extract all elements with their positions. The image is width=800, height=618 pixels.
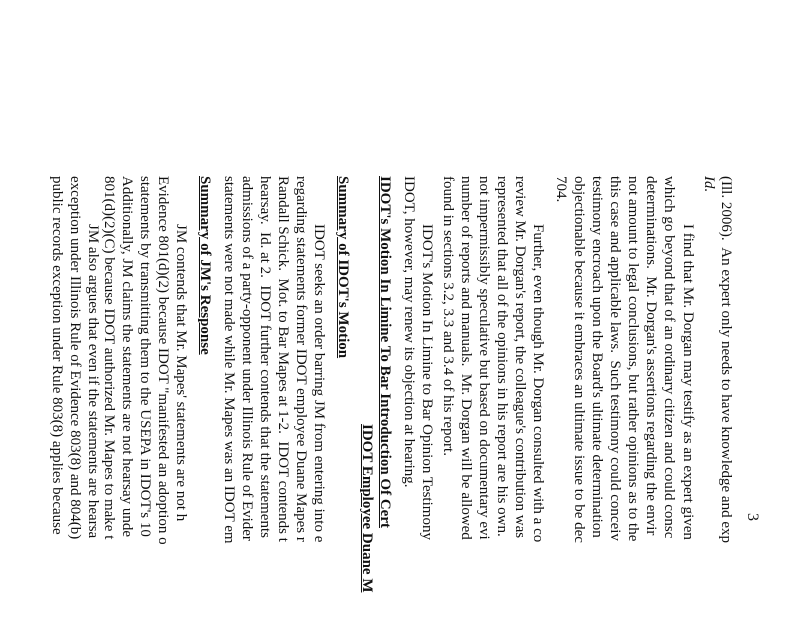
text-line: Randall Schick. Mot. to Bar Mapes at 1-2. IDOT contends t [275,176,291,542]
text-line: Additionally, JM claims the statements are not hearsay unde [119,176,135,538]
text-line: Evidence 801(d)(2) because IDOT "manifested an adoption o [155,176,171,545]
text-line: JM contends that Mr. Mapes' statements are not h [173,224,189,522]
text-line: IDOT's Motion In Limine to Bar Opinion Testimony [419,224,435,540]
text-line: determinations. Mr. Dorgan's assertions regarding the envir [643,176,659,536]
text-line: which go beyond that of an ordinary citizen and could consc [661,176,677,539]
text-line: admissions of a party-opponent under Illinois Rule of Evider [239,176,255,541]
text-line: not impermissibly speculative but based on documentary evi [476,176,492,540]
section-heading: IDOT Employee Duane M [359,424,375,593]
text-line: represented that all of the opinions in his report are his own. [494,176,510,537]
page-number: 3 [744,513,761,521]
subsection-heading: Summary of IDOT's Motion [335,176,351,359]
text-line: Id. [701,176,717,193]
text-line: IDOT, however, may renew its objection at hearing. [401,176,417,488]
text-line: exception under Illinois Rule of Evidence 803(8) and 804(b) [67,176,83,540]
text-line: review Mr. Dorgan's report, the colleague's contribution was [512,176,528,539]
text-line: I find that Mr. Dorgan may testify as an expert given [680,224,696,540]
text-line: 704. [553,176,569,203]
text-line: number of reports and manuals. Mr. Dorgan will be allowed [458,176,474,540]
section-heading: IDOT's Motion In Limine To Bar Introduction Of Cert [377,176,393,528]
text-line: Further, even though Mr. Dorgan consulted with a co [530,224,546,543]
text-line: this case and applicable laws. Such testimony could conceiv [607,176,623,541]
text-line: statements were not made while Mr. Mapes was an IDOT em [221,176,237,544]
text-line: objectionable because it embraces an ultimate issue to be dec [571,176,587,543]
text-line: found in sections 3.2, 3.3 and 3.4 of his report. [440,176,456,456]
text-line: regarding statements former IDOT employee Duane Mapes r [293,176,309,542]
text-line: testimony encroach upon the Board's ultimate determination [589,176,605,538]
text-line: 801(d)(2)(C) because IDOT authorized Mr. Mapes to make t [101,176,117,540]
text-line: JM also argues that even if the statements are hearsa [85,224,101,539]
text-line: IDOT seeks an order barring JM from entering into e [311,224,327,543]
text-line: not amount to legal conclusions, but rather opinions as to the [625,176,641,542]
subsection-heading: Summary of JM's Response [197,176,213,355]
text-line: (Ill. 2006). An expert only needs to have knowledge and exp [718,176,734,543]
text-line: public records exception under Rule 803(8) applies because [49,176,65,535]
text-line: statements by transmitting them to the USEPA in IDOT's 10 [137,176,153,537]
text-line: hearsay. Id. at 2. IDOT further contends that the statements [257,176,273,538]
